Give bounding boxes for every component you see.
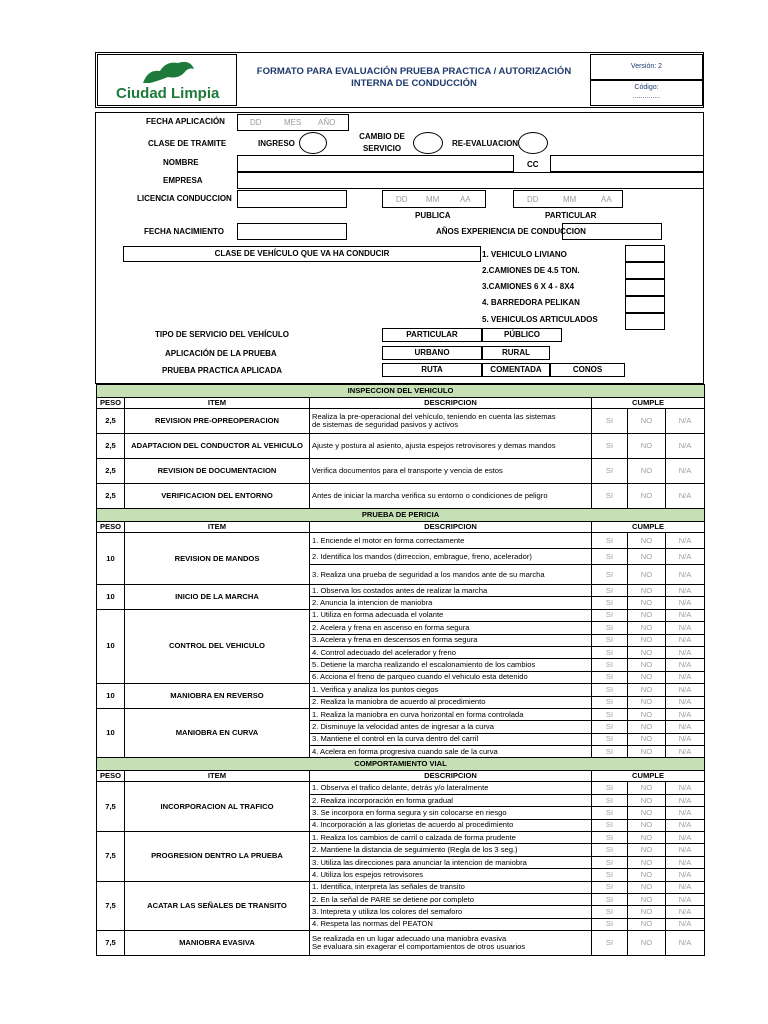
aplicacion-prueba-label: APLICACIÓN DE LA PRUEBA (165, 349, 277, 358)
code-label: Código: (634, 84, 659, 91)
publica-aa: AA (460, 195, 471, 204)
reevaluacion-label: RE-EVALUACION (452, 139, 519, 148)
cumple-si-cell[interactable]: SI (592, 646, 628, 658)
peso-cell: 2,5 (97, 484, 125, 509)
cumple-no-cell[interactable]: NO (628, 549, 666, 565)
cc-label: CC (527, 160, 539, 169)
cumple-si-cell[interactable]: SI (592, 585, 628, 597)
licencia-label: LICENCIA CONDUCCION (137, 194, 232, 203)
vehiculo-box-1[interactable] (625, 245, 665, 262)
cumple-si-cell[interactable]: SI (592, 634, 628, 646)
vehiculo-option-1: 1. VEHICULO LIVIANO (482, 250, 567, 259)
section-title: PRUEBA DE PERICIA (97, 509, 705, 522)
cumple-no-cell[interactable]: NO (628, 918, 666, 930)
fecha-ano: AÑO (318, 118, 336, 127)
descripcion-cell: 1. Utiliza en forma adecuada el volante (310, 609, 592, 621)
cumple-na-cell[interactable]: N/A (666, 844, 705, 856)
cumple-si-cell[interactable]: SI (592, 696, 628, 708)
version-box (590, 54, 703, 80)
descripcion-cell: 2. Disminuye la velocidad antes de ingresar a la curva (310, 721, 592, 733)
cumple-na-cell[interactable]: N/A (666, 746, 705, 758)
descripcion-cell: 1. Observa el trafico delante, detrás y/o lateralmente (310, 782, 592, 794)
cumple-na-cell[interactable]: N/A (666, 533, 705, 549)
descripcion-cell: 3. Acelera y frena en descensos en forma segura (310, 634, 592, 646)
header-row (97, 398, 705, 409)
cumple-no-cell[interactable]: NO (628, 409, 666, 434)
cumple-no-cell[interactable]: NO (628, 794, 666, 806)
servicio-publico-option[interactable]: PÚBLICO (482, 328, 562, 342)
cumple-si-cell[interactable]: SI (592, 622, 628, 634)
item-cell: INICIO DE LA MARCHA (125, 585, 310, 610)
lion-logo-icon (138, 57, 198, 87)
cumple-si-cell[interactable]: SI (592, 549, 628, 565)
cumple-no-cell[interactable]: NO (628, 782, 666, 794)
item-cell: INCORPORACION AL TRAFICO (125, 782, 310, 832)
logo-box (97, 54, 237, 106)
cumple-no-cell[interactable]: NO (628, 856, 666, 868)
servicio-particular-option[interactable]: PARTICULAR (382, 328, 482, 342)
rural-option[interactable]: RURAL (482, 346, 550, 360)
cumple-no-cell[interactable]: NO (628, 646, 666, 658)
descripcion-cell: 4. Respeta las normas del PEATON (310, 918, 592, 930)
particular-aa: AA (601, 195, 612, 204)
cumple-na-cell[interactable]: N/A (666, 819, 705, 831)
prueba-aplicada-label: PRUEBA PRACTICA APLICADA (162, 366, 282, 375)
descripcion-cell: 1. Realiza la maniobra en curva horizontal en forma controlada (310, 708, 592, 720)
cumple-no-cell[interactable]: NO (628, 733, 666, 745)
descripcion-cell: 2. Realiza incorporación en forma gradual (310, 794, 592, 806)
cumple-no-cell[interactable]: NO (628, 807, 666, 819)
section-row (97, 385, 705, 398)
peso-header: PESO (97, 522, 125, 533)
item-cell: CONTROL DEL VEHICULO (125, 609, 310, 683)
item-cell: VERIFICACION DEL ENTORNO (125, 484, 310, 509)
cumple-no-cell[interactable]: NO (628, 533, 666, 549)
cumple-na-cell[interactable]: N/A (666, 696, 705, 708)
table-row (97, 409, 705, 434)
cumple-no-cell[interactable]: NO (628, 893, 666, 905)
vehiculo-box-2[interactable] (625, 262, 665, 279)
comentada-option[interactable]: COMENTADA (482, 363, 550, 377)
item-cell: PROGRESION DENTRO LA PRUEBA (125, 832, 310, 882)
cumple-si-cell[interactable]: SI (592, 931, 628, 956)
cumple-no-cell[interactable]: NO (628, 906, 666, 918)
version-label: Versión: 2 (630, 63, 663, 70)
cumple-si-cell[interactable]: SI (592, 746, 628, 758)
peso-header: PESO (97, 771, 125, 782)
ruta-option[interactable]: RUTA (382, 363, 482, 377)
cumple-na-cell[interactable]: N/A (666, 671, 705, 683)
header-row (97, 771, 705, 782)
cumple-na-cell[interactable]: N/A (666, 832, 705, 844)
cumple-si-cell[interactable]: SI (592, 918, 628, 930)
ingreso-checkbox[interactable] (299, 132, 327, 154)
cumple-no-cell[interactable]: NO (628, 721, 666, 733)
fecha-aplicacion-label: FECHA APLICACIÓN (146, 117, 225, 126)
descripcion-cell: 2. Mantiene la distancia de seguimiento (Regla de los 3 seg.) (310, 844, 592, 856)
peso-cell: 2,5 (97, 409, 125, 434)
cumple-si-cell[interactable]: SI (592, 708, 628, 720)
descripcion-cell: 2. Acelera y frena en ascenso en forma segura (310, 622, 592, 634)
vehiculo-option-5: 5. VEHICULOS ARTICULADOS (482, 315, 598, 324)
cumple-no-cell[interactable]: NO (628, 459, 666, 484)
cumple-na-cell[interactable]: N/A (666, 708, 705, 720)
item-cell: MANIOBRA EVASIVA (125, 931, 310, 956)
cumple-na-cell[interactable]: N/A (666, 684, 705, 696)
descripcion-cell: 1. Observa los costados antes de realizar la marcha (310, 585, 592, 597)
descripcion-cell: 2. Identifica los mandos (dirreccion, embrague, freno, acelerador) (310, 549, 592, 565)
cumple-si-cell[interactable]: SI (592, 484, 628, 509)
descripcion-cell: Ajuste y postura al asiento, ajusta espejos retrovisores y demas mandos (310, 434, 592, 459)
descripcion-cell: 1. Identifica, interpreta las señales de transito (310, 881, 592, 893)
cumple-si-cell[interactable]: SI (592, 565, 628, 585)
code-value: .............. (632, 93, 661, 100)
vehiculo-option-2: 2.CAMIONES DE 4.5 TON. (482, 266, 580, 275)
table-row (97, 484, 705, 509)
descripcion-header: DESCRIPCION (310, 771, 592, 782)
peso-cell: 10 (97, 609, 125, 683)
table-row (97, 585, 705, 597)
cc-field[interactable] (550, 155, 704, 172)
peso-cell: 2,5 (97, 434, 125, 459)
cumple-si-cell[interactable]: SI (592, 609, 628, 621)
table-row (97, 533, 705, 549)
table-row (97, 684, 705, 696)
descripcion-cell: 3. Realiza una prueba de seguridad a los mandos ante de su marcha (310, 565, 592, 585)
peso-cell: 10 (97, 708, 125, 758)
cumple-si-cell[interactable]: SI (592, 533, 628, 549)
cumple-na-cell[interactable]: N/A (666, 659, 705, 671)
table-row (97, 434, 705, 459)
cumple-na-cell[interactable]: N/A (666, 794, 705, 806)
cumple-si-cell[interactable]: SI (592, 819, 628, 831)
cumple-no-cell[interactable]: NO (628, 746, 666, 758)
cumple-si-cell[interactable]: SI (592, 844, 628, 856)
item-header: ITEM (125, 771, 310, 782)
evaluation-table (96, 384, 705, 956)
item-cell: ADAPTACION DEL CONDUCTOR AL VEHICULO (125, 434, 310, 459)
empresa-label: EMPRESA (163, 176, 203, 185)
section-title: INSPECCION DEL VEHICULO (97, 385, 705, 398)
descripcion-cell: 3. Mantiene el control en la curva dentro del carril (310, 733, 592, 745)
cumple-na-cell[interactable]: N/A (666, 721, 705, 733)
cumple-si-cell[interactable]: SI (592, 807, 628, 819)
particular-mm: MM (563, 195, 577, 204)
cumple-na-cell[interactable]: N/A (666, 609, 705, 621)
cumple-si-cell[interactable]: SI (592, 733, 628, 745)
peso-cell: 7,5 (97, 782, 125, 832)
nombre-label: NOMBRE (163, 158, 199, 167)
fecha-dd: DD (250, 118, 262, 127)
item-cell: ACATAR LAS SEÑALES DE TRANSITO (125, 881, 310, 931)
descripcion-cell: 3. Se incorpora en forma segura y sin colocarse en riesgo (310, 807, 592, 819)
cambio-servicio-checkbox[interactable] (413, 132, 443, 154)
cumple-na-cell[interactable]: N/A (666, 484, 705, 509)
vehiculo-box-4[interactable] (625, 296, 665, 313)
descripcion-cell: Verifica documentos para el transporte y vencia de estos (310, 459, 592, 484)
cumple-no-cell[interactable]: NO (628, 565, 666, 585)
table-row (97, 881, 705, 893)
cumple-no-cell[interactable]: NO (628, 931, 666, 956)
cumple-no-cell[interactable]: NO (628, 434, 666, 459)
table-row (97, 782, 705, 794)
table-row (97, 931, 705, 956)
header-row (97, 522, 705, 533)
cumple-na-cell[interactable]: N/A (666, 856, 705, 868)
cumple-no-cell[interactable]: NO (628, 622, 666, 634)
cumple-no-cell[interactable]: NO (628, 819, 666, 831)
cumple-na-cell[interactable]: N/A (666, 646, 705, 658)
cumple-na-cell[interactable]: N/A (666, 931, 705, 956)
item-cell: REVISION DE MANDOS (125, 533, 310, 585)
cumple-no-cell[interactable]: NO (628, 696, 666, 708)
descripcion-cell: 1. Realiza los cambios de carril o calzada de forma prudente (310, 832, 592, 844)
cumple-no-cell[interactable]: NO (628, 832, 666, 844)
code-box (590, 80, 703, 106)
anos-experiencia-field[interactable] (562, 223, 662, 240)
cumple-si-cell[interactable]: SI (592, 597, 628, 609)
cumple-no-cell[interactable]: NO (628, 484, 666, 509)
section-row (97, 509, 705, 522)
publica-label: PUBLICA (415, 211, 451, 220)
vehiculo-box-5[interactable] (625, 313, 665, 330)
table-row (97, 832, 705, 844)
table-row (97, 708, 705, 720)
licencia-field[interactable] (237, 190, 347, 208)
particular-label: PARTICULAR (545, 211, 597, 220)
cumple-si-cell[interactable]: SI (592, 881, 628, 893)
publica-dd: DD (396, 195, 408, 204)
cumple-no-cell[interactable]: NO (628, 844, 666, 856)
section-row (97, 758, 705, 771)
peso-cell: 10 (97, 585, 125, 610)
ingreso-label: INGRESO (258, 139, 295, 148)
cumple-si-cell[interactable]: SI (592, 684, 628, 696)
descripcion-cell: 4. Control adecuado del acelerador y freno (310, 646, 592, 658)
peso-cell: 7,5 (97, 881, 125, 931)
cumple-no-cell[interactable]: NO (628, 609, 666, 621)
peso-header: PESO (97, 398, 125, 409)
descripcion-cell: 4. Incorporación a las glorietas de acuerdo al procedimiento (310, 819, 592, 831)
cumple-si-cell[interactable]: SI (592, 832, 628, 844)
cumple-no-cell[interactable]: NO (628, 671, 666, 683)
cumple-na-cell[interactable]: N/A (666, 597, 705, 609)
tipo-servicio-label: TIPO DE SERVICIO DEL VEHÍCULO (155, 330, 289, 339)
cumple-si-cell[interactable]: SI (592, 893, 628, 905)
cumple-header: CUMPLE (592, 398, 705, 409)
descripcion-cell: 3. Utiliza las direcciones para anunciar la intencion de maniobra (310, 856, 592, 868)
section-title: COMPORTAMIENTO VIAL (97, 758, 705, 771)
cumple-no-cell[interactable]: NO (628, 634, 666, 646)
cumple-na-cell[interactable]: N/A (666, 634, 705, 646)
descripcion-cell: 2. En la señal de PARE se detiene por completo (310, 893, 592, 905)
cumple-na-cell[interactable]: N/A (666, 459, 705, 484)
peso-cell: 10 (97, 533, 125, 585)
item-cell: MANIOBRA EN REVERSO (125, 684, 310, 709)
cumple-no-cell[interactable]: NO (628, 585, 666, 597)
cumple-header: CUMPLE (592, 522, 705, 533)
descripcion-cell: 4. Utiliza los espejos retrovisores (310, 869, 592, 881)
cumple-no-cell[interactable]: NO (628, 597, 666, 609)
cumple-no-cell[interactable]: NO (628, 684, 666, 696)
cumple-na-cell[interactable]: N/A (666, 869, 705, 881)
cumple-si-cell[interactable]: SI (592, 906, 628, 918)
vehiculo-option-3: 3.CAMIONES 6 X 4 - 8X4 (482, 282, 575, 291)
item-cell: REVISION PRE-OPREOPERACION (125, 409, 310, 434)
vehiculo-box-3[interactable] (625, 279, 665, 296)
clase-vehiculo-header: CLASE DE VEHÍCULO QUE VA HA CONDUCIR (123, 246, 481, 262)
cumple-na-cell[interactable]: N/A (666, 622, 705, 634)
descripcion-cell: 1. Enciende el motor en forma correctamente (310, 533, 592, 549)
cumple-na-cell[interactable]: N/A (666, 906, 705, 918)
descripcion-header: DESCRIPCION (310, 522, 592, 533)
descripcion-cell: 2. Anuncia la intencion de maniobra (310, 597, 592, 609)
nombre-field[interactable] (237, 155, 514, 172)
cumple-na-cell[interactable]: N/A (666, 549, 705, 565)
cumple-na-cell[interactable]: N/A (666, 434, 705, 459)
descripcion-cell: 5. Detiene la marcha realizando el escalonamiento de los cambios (310, 659, 592, 671)
reevaluacion-checkbox[interactable] (518, 132, 548, 154)
descripcion-cell: Antes de iniciar la marcha verifica su entorno o condiciones de peligro (310, 484, 592, 509)
fecha-nacimiento-field[interactable] (237, 223, 347, 240)
cambio-servicio-label: CAMBIO DE SERVICIO (359, 132, 405, 153)
publica-mm: MM (426, 195, 440, 204)
cumple-na-cell[interactable]: N/A (666, 918, 705, 930)
cumple-na-cell[interactable]: N/A (666, 565, 705, 585)
document-title: FORMATO PARA EVALUACIÓN PRUEBA PRACTICA / AUTORIZACIÓN INTERNA DE CONDUCCIÓN (256, 66, 572, 89)
peso-cell: 2,5 (97, 459, 125, 484)
peso-cell: 7,5 (97, 832, 125, 882)
urbano-option[interactable]: URBANO (382, 346, 482, 360)
cumple-na-cell[interactable]: N/A (666, 893, 705, 905)
cumple-si-cell[interactable]: SI (592, 671, 628, 683)
descripcion-cell: 3. Intepreta y utiliza los colores del semaforo (310, 906, 592, 918)
cumple-si-cell[interactable]: SI (592, 434, 628, 459)
descripcion-cell: 2. Realiza la maniobra de acuerdo al procedimiento (310, 696, 592, 708)
cumple-header: CUMPLE (592, 771, 705, 782)
conos-option[interactable]: CONOS (550, 363, 625, 377)
descripcion-cell: Se realizada en un lugar adecuado una maniobra evasiva Se evaluara sin exagerar el comportamientos de otros usuarios (310, 931, 592, 956)
item-cell: REVISION DE DOCUMENTACION (125, 459, 310, 484)
descripcion-cell: Realiza la pre-operacional del vehículo, teniendo en cuenta las sistemas de sistemas de seguridad pasivos y activos (310, 409, 592, 434)
peso-cell: 10 (97, 684, 125, 709)
descripcion-cell: 6. Acciona el freno de parqueo cuando el vehiculo esta detenido (310, 671, 592, 683)
clase-tramite-label: CLASE DE TRAMITE (148, 139, 227, 148)
cumple-si-cell[interactable]: SI (592, 782, 628, 794)
cumple-si-cell[interactable]: SI (592, 869, 628, 881)
item-header: ITEM (125, 398, 310, 409)
cumple-na-cell[interactable]: N/A (666, 585, 705, 597)
descripcion-header: DESCRIPCION (310, 398, 592, 409)
descripcion-cell: 1. Verifica y analiza los puntos ciegos (310, 684, 592, 696)
cumple-si-cell[interactable]: SI (592, 409, 628, 434)
logo-text: Ciudad Limpia (116, 85, 220, 102)
item-cell: MANIOBRA EN CURVA (125, 708, 310, 758)
cumple-na-cell[interactable]: N/A (666, 807, 705, 819)
cumple-si-cell[interactable]: SI (592, 721, 628, 733)
item-header: ITEM (125, 522, 310, 533)
descripcion-cell: 4. Acelera en forma progresiva cuando sale de la curva (310, 746, 592, 758)
cumple-na-cell[interactable]: N/A (666, 733, 705, 745)
cumple-na-cell[interactable]: N/A (666, 881, 705, 893)
particular-dd: DD (527, 195, 539, 204)
cumple-na-cell[interactable]: N/A (666, 782, 705, 794)
cumple-no-cell[interactable]: NO (628, 708, 666, 720)
table-row (97, 459, 705, 484)
vehiculo-option-4: 4. BARREDORA PELIKAN (482, 298, 580, 307)
peso-cell: 7,5 (97, 931, 125, 956)
cumple-si-cell[interactable]: SI (592, 659, 628, 671)
fecha-nacimiento-label: FECHA NACIMIENTO (144, 227, 224, 236)
anos-experiencia-label: AÑOS EXPERIENCIA DE CONDUCCION (436, 227, 586, 236)
cumple-no-cell[interactable]: NO (628, 869, 666, 881)
cumple-si-cell[interactable]: SI (592, 856, 628, 868)
fecha-mes: MES (284, 118, 302, 127)
empresa-field[interactable] (237, 172, 704, 189)
cumple-no-cell[interactable]: NO (628, 659, 666, 671)
cumple-si-cell[interactable]: SI (592, 459, 628, 484)
table-row (97, 609, 705, 621)
cumple-si-cell[interactable]: SI (592, 794, 628, 806)
cumple-no-cell[interactable]: NO (628, 881, 666, 893)
cumple-na-cell[interactable]: N/A (666, 409, 705, 434)
